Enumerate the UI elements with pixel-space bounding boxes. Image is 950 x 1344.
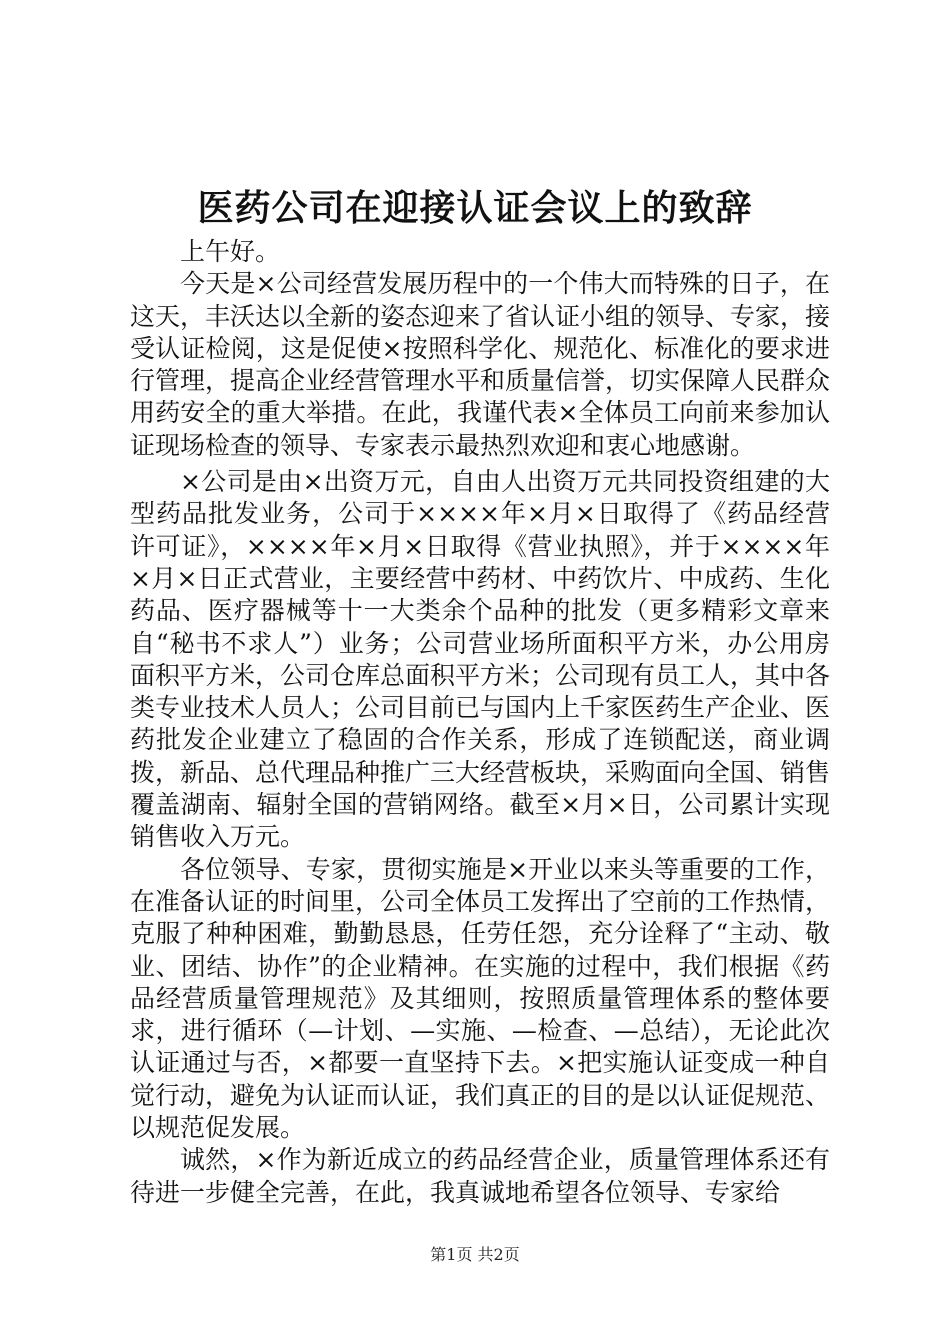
paragraph-greeting: 上午好。 [180, 237, 281, 266]
paragraph-welcome: 今天是×公司经营发展历程中的一个伟大而特殊的日子，在这天，丰沃达以全新的姿态迎来了省认证小组的领导、专家，接受认证检阅，这是促使×按照科学化、规范化、标准化的要求进行管理，提高企业经营管理水平和质量信誉，切实保障人民群众用药安全的重大举措。在此，我谨代表×全体员工向前来参加认证现场检查的领导、专家表示最热烈欢迎和衷心地感谢。 [130, 269, 831, 460]
page-footer: 第1页 共2页 [430, 1245, 520, 1264]
document-body [130, 236, 830, 1209]
document-title: 医药公司在迎接认证会议上的致辞 [197, 187, 753, 229]
paragraph-implementation: 各位领导、专家，贯彻实施是×开业以来头等重要的工作，在准备认证的时间里，公司全体员工发挥出了空前的工作热情，克服了种种困难，勤勤恳恳，任劳任怨，充分诠释了“主动、敬业、团结、协作”的企业精神。在实施的过程中，我们根据《药品经营质量管理规范》及其细则，按照质量管理体系的整体要求，进行循环（—计划、—实施、—检查、—总结），无论此次认证通过与否，×都要一直坚持下去。×把实施认证变成一种自觉行动，避免为认证而认证，我们真正的目的是以认证促规范、以规范促发展。 [130, 854, 831, 1143]
paragraph-company-intro: ×公司是由×出资万元，自由人出资万元共同投资组建的大型药品批发业务，公司于××××年×月×日取得了《药品经营许可证》，××××年×月×日取得《营业执照》，并于××××年×月×日正式营业，主要经营中药材、中药饮片、中成药、生化药品、医疗器械等十一大类余个品种的批发（更多精彩文章来自“秘书不求人”）业务；公司营业场所面积平方米，办公用房面积平方米，公司仓库总面积平方米；公司现有员工人，其中各类专业技术人员人；公司目前已与国内上千家医药生产企业、医药批发企业建立了稳固的合作关系，形成了连锁配送，商业调拨，新品、总代理品种推广三大经营板块，采购面向全国、销售覆盖湖南、辐射全国的营销网络。截至×月×日，公司累计实现销售收入万元。 [130, 467, 831, 852]
paragraph-closing: 诚然，×作为新近成立的药品经营企业，质量管理体系还有待进一步健全完善，在此，我真诚地希望各位领导、专家给 [130, 1145, 830, 1207]
